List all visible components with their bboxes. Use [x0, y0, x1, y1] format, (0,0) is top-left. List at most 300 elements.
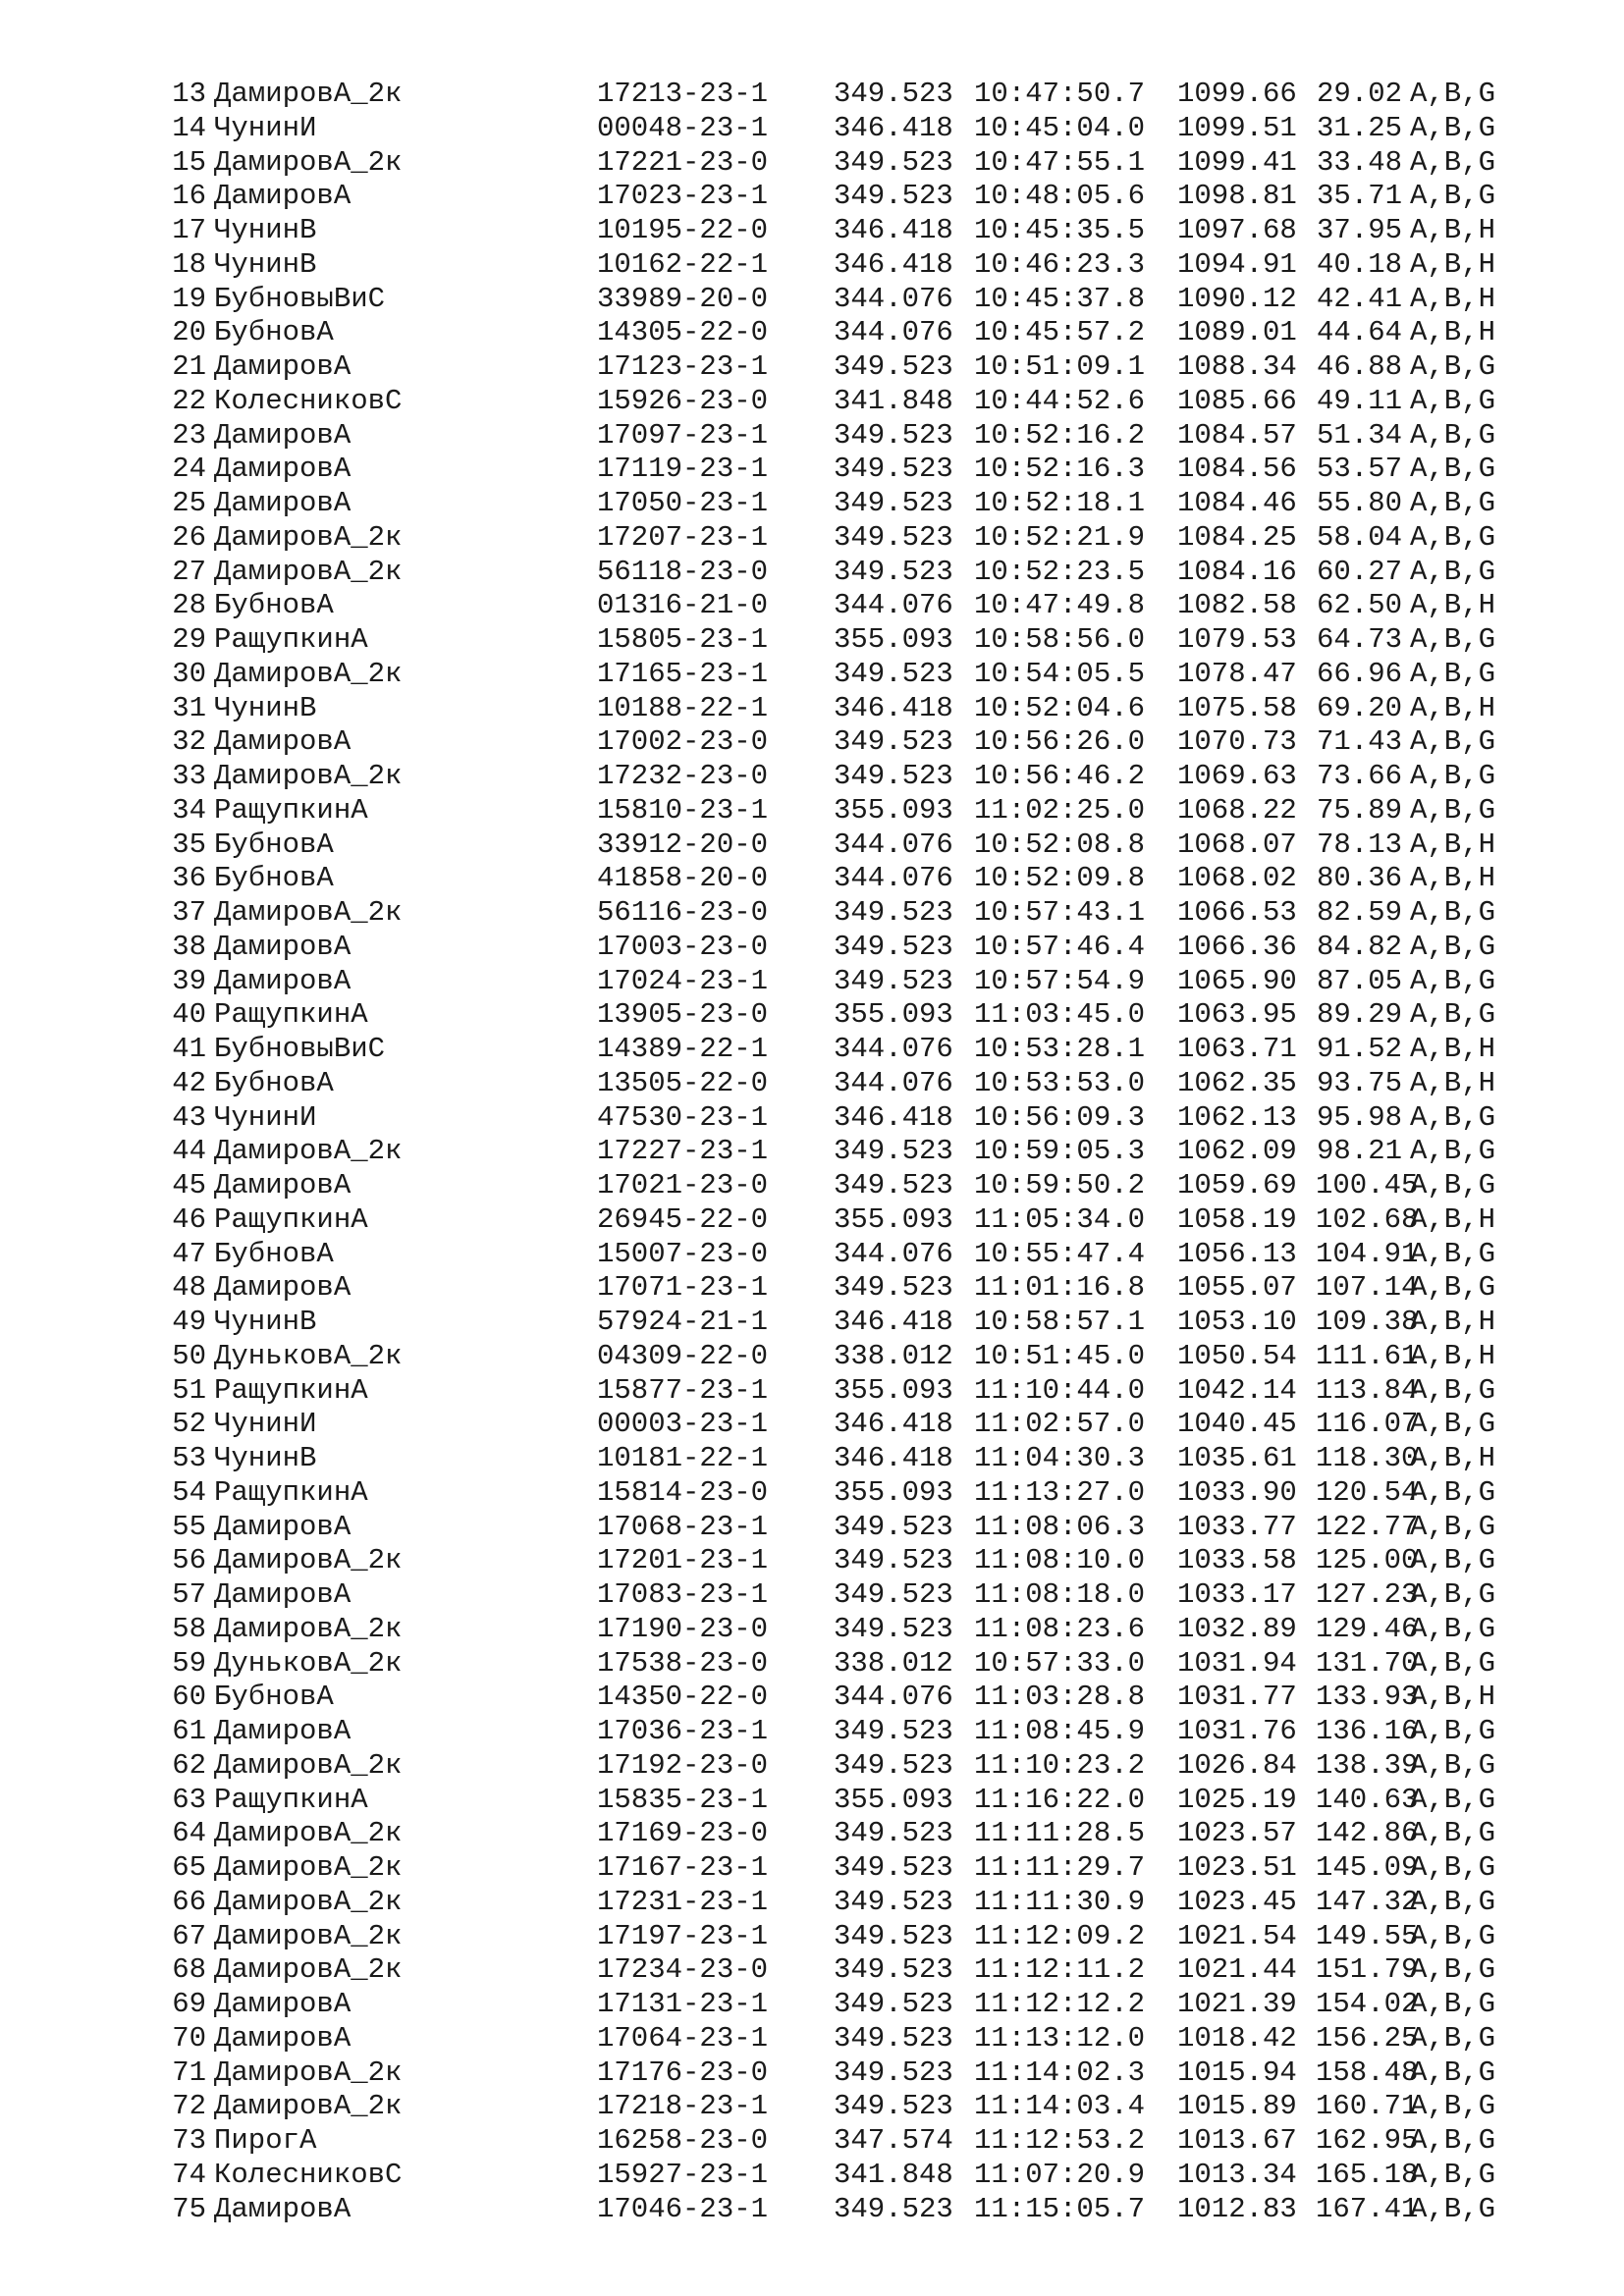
points-value: 145.09: [1316, 1851, 1419, 1884]
points-value: 91.52: [1316, 1033, 1402, 1065]
points-value: 140.63: [1316, 1783, 1419, 1816]
points-value: 167.41: [1316, 2192, 1419, 2225]
arrival-time: 11:08:18.0: [974, 1578, 1146, 1611]
ring-id: 17083-23-1: [597, 1578, 769, 1611]
row-number: 20: [172, 316, 206, 349]
distance-value: 349.523: [834, 657, 953, 690]
row-number: 22: [172, 384, 206, 417]
category-tags: A,B,G: [1410, 793, 1496, 827]
ring-id: 17221-23-0: [597, 145, 769, 179]
participant-name: БубновыВиС: [214, 1033, 386, 1065]
ring-id: 01316-21-0: [597, 589, 769, 622]
speed-value: 1084.56: [1177, 453, 1297, 486]
row-number: 21: [172, 350, 206, 383]
row-number: 64: [172, 1817, 206, 1850]
arrival-time: 10:53:28.1: [974, 1033, 1146, 1065]
arrival-time: 11:10:44.0: [974, 1373, 1146, 1407]
points-value: 160.71: [1316, 2090, 1419, 2123]
category-tags: A,B,G: [1410, 555, 1496, 588]
arrival-time: 11:07:20.9: [974, 2158, 1146, 2191]
row-number: 55: [172, 1510, 206, 1543]
speed-value: 1075.58: [1177, 691, 1297, 724]
participant-name: ЧунинИ: [214, 111, 317, 144]
speed-value: 1015.94: [1177, 2056, 1297, 2089]
speed-value: 1023.45: [1177, 1885, 1297, 1918]
ring-id: 17123-23-1: [597, 350, 769, 383]
distance-value: 349.523: [834, 2090, 953, 2123]
row-number: 62: [172, 1748, 206, 1782]
points-value: 31.25: [1316, 111, 1402, 144]
arrival-time: 10:54:05.5: [974, 657, 1146, 690]
speed-value: 1088.34: [1177, 350, 1297, 383]
participant-name: ДамировА_2к: [214, 1885, 403, 1918]
speed-value: 1090.12: [1177, 282, 1297, 315]
distance-value: 349.523: [834, 520, 953, 554]
speed-value: 1082.58: [1177, 589, 1297, 622]
distance-value: 341.848: [834, 384, 953, 417]
ring-id: 10181-22-1: [597, 1442, 769, 1474]
speed-value: 1099.66: [1177, 78, 1297, 110]
ring-id: 17538-23-0: [597, 1646, 769, 1680]
speed-value: 1098.81: [1177, 180, 1297, 213]
row-number: 27: [172, 555, 206, 588]
speed-value: 1032.89: [1177, 1612, 1297, 1645]
arrival-time: 10:45:37.8: [974, 282, 1146, 315]
row-number: 44: [172, 1135, 206, 1168]
distance-value: 346.418: [834, 111, 953, 144]
speed-value: 1059.69: [1177, 1169, 1297, 1201]
distance-value: 346.418: [834, 1100, 953, 1134]
ring-id: 17003-23-0: [597, 930, 769, 963]
distance-value: 355.093: [834, 793, 953, 827]
speed-value: 1031.77: [1177, 1681, 1297, 1714]
distance-value: 349.523: [834, 418, 953, 452]
speed-value: 1066.36: [1177, 930, 1297, 963]
row-number: 23: [172, 418, 206, 452]
arrival-time: 10:52:18.1: [974, 487, 1146, 519]
speed-value: 1070.73: [1177, 725, 1297, 759]
participant-name: ДамировА_2к: [214, 1135, 403, 1168]
arrival-time: 11:14:03.4: [974, 2090, 1146, 2123]
participant-name: ДамировА: [214, 930, 352, 963]
ring-id: 17024-23-1: [597, 964, 769, 997]
category-tags: A,B,G: [1410, 2056, 1496, 2089]
speed-value: 1015.89: [1177, 2090, 1297, 2123]
category-tags: A,B,G: [1410, 760, 1496, 792]
arrival-time: 11:14:02.3: [974, 2056, 1146, 2089]
arrival-time: 10:57:46.4: [974, 930, 1146, 963]
arrival-time: 10:45:04.0: [974, 111, 1146, 144]
ring-id: 15926-23-0: [597, 384, 769, 417]
points-value: 75.89: [1316, 793, 1402, 827]
row-number: 14: [172, 111, 206, 144]
row-number: 13: [172, 78, 206, 110]
row-number: 74: [172, 2158, 206, 2191]
ring-id: 17165-23-1: [597, 657, 769, 690]
distance-value: 344.076: [834, 589, 953, 622]
participant-name: ДамировА_2к: [214, 1817, 403, 1850]
speed-value: 1033.17: [1177, 1578, 1297, 1611]
category-tags: A,B,G: [1410, 1169, 1496, 1201]
participant-name: ПирогА: [214, 2124, 317, 2157]
points-value: 118.30: [1316, 1442, 1419, 1474]
category-tags: A,B,G: [1410, 1237, 1496, 1270]
points-value: 107.14: [1316, 1271, 1419, 1305]
speed-value: 1063.71: [1177, 1033, 1297, 1065]
participant-name: ДамировА_2к: [214, 520, 403, 554]
arrival-time: 11:08:06.3: [974, 1510, 1146, 1543]
points-value: 100.45: [1316, 1169, 1419, 1201]
category-tags: A,B,G: [1410, 418, 1496, 452]
points-value: 95.98: [1316, 1100, 1402, 1134]
participant-name: БубновА: [214, 589, 334, 622]
distance-value: 349.523: [834, 1885, 953, 1918]
speed-value: 1042.14: [1177, 1373, 1297, 1407]
distance-value: 349.523: [834, 180, 953, 213]
row-number: 52: [172, 1408, 206, 1441]
row-number: 28: [172, 589, 206, 622]
distance-value: 346.418: [834, 691, 953, 724]
category-tags: A,B,G: [1410, 657, 1496, 690]
category-tags: A,B,H: [1410, 1681, 1496, 1714]
points-value: 33.48: [1316, 145, 1402, 179]
category-tags: A,B,G: [1410, 1578, 1496, 1611]
ring-id: 13505-22-0: [597, 1066, 769, 1099]
speed-value: 1065.90: [1177, 964, 1297, 997]
ring-id: 17050-23-1: [597, 487, 769, 519]
participant-name: РащупкинА: [214, 998, 368, 1032]
participant-name: ДамировА_2к: [214, 145, 403, 179]
speed-value: 1021.54: [1177, 1919, 1297, 1952]
points-value: 73.66: [1316, 760, 1402, 792]
arrival-time: 10:52:09.8: [974, 862, 1146, 895]
arrival-time: 11:12:53.2: [974, 2124, 1146, 2157]
speed-value: 1023.57: [1177, 1817, 1297, 1850]
ring-id: 17119-23-1: [597, 453, 769, 486]
row-number: 29: [172, 623, 206, 656]
ring-id: 17190-23-0: [597, 1612, 769, 1645]
ring-id: 17002-23-0: [597, 725, 769, 759]
category-tags: A,B,G: [1410, 896, 1496, 929]
participant-name: ДамировА_2к: [214, 2090, 403, 2123]
ring-id: 17169-23-0: [597, 1817, 769, 1850]
distance-value: 349.523: [834, 1271, 953, 1305]
category-tags: A,B,G: [1410, 384, 1496, 417]
ring-id: 56116-23-0: [597, 896, 769, 929]
category-tags: A,B,H: [1410, 1202, 1496, 1236]
points-value: 82.59: [1316, 896, 1402, 929]
speed-value: 1013.67: [1177, 2124, 1297, 2157]
arrival-time: 10:56:09.3: [974, 1100, 1146, 1134]
arrival-time: 11:10:23.2: [974, 1748, 1146, 1782]
participant-name: БубновА: [214, 1066, 334, 1099]
ring-id: 17071-23-1: [597, 1271, 769, 1305]
participant-name: ДамировА_2к: [214, 760, 403, 792]
participant-name: ДамировА_2к: [214, 1953, 403, 1987]
points-value: 51.34: [1316, 418, 1402, 452]
category-tags: A,B,G: [1410, 1100, 1496, 1134]
category-tags: A,B,H: [1410, 1066, 1496, 1099]
participant-name: РащупкинА: [214, 1373, 368, 1407]
ring-id: 14305-22-0: [597, 316, 769, 349]
arrival-time: 10:51:09.1: [974, 350, 1146, 383]
points-value: 42.41: [1316, 282, 1402, 315]
ring-id: 15007-23-0: [597, 1237, 769, 1270]
category-tags: A,B,G: [1410, 1988, 1496, 2020]
ring-id: 13905-23-0: [597, 998, 769, 1032]
row-number: 30: [172, 657, 206, 690]
distance-value: 355.093: [834, 623, 953, 656]
speed-value: 1062.09: [1177, 1135, 1297, 1168]
participant-name: ДамировА: [214, 1271, 352, 1305]
ring-id: 15805-23-1: [597, 623, 769, 656]
arrival-time: 10:45:57.2: [974, 316, 1146, 349]
category-tags: A,B,G: [1410, 1510, 1496, 1543]
participant-name: ДамировА_2к: [214, 555, 403, 588]
points-value: 29.02: [1316, 78, 1402, 110]
points-value: 80.36: [1316, 862, 1402, 895]
ring-id: 41858-20-0: [597, 862, 769, 895]
points-value: 138.39: [1316, 1748, 1419, 1782]
points-value: 64.73: [1316, 623, 1402, 656]
speed-value: 1033.77: [1177, 1510, 1297, 1543]
participant-name: РащупкинА: [214, 793, 368, 827]
points-value: 55.80: [1316, 487, 1402, 519]
category-tags: A,B,H: [1410, 1442, 1496, 1474]
ring-id: 10195-22-0: [597, 214, 769, 246]
participant-name: БубновА: [214, 1237, 334, 1270]
category-tags: A,B,G: [1410, 1271, 1496, 1305]
row-number: 34: [172, 793, 206, 827]
speed-value: 1084.46: [1177, 487, 1297, 519]
participant-name: ДамировА: [214, 1988, 352, 2020]
category-tags: A,B,G: [1410, 1612, 1496, 1645]
ring-id: 04309-22-0: [597, 1339, 769, 1372]
distance-value: 349.523: [834, 1578, 953, 1611]
speed-value: 1025.19: [1177, 1783, 1297, 1816]
arrival-time: 10:52:23.5: [974, 555, 1146, 588]
distance-value: 349.523: [834, 1135, 953, 1168]
ring-id: 14389-22-1: [597, 1033, 769, 1065]
points-value: 113.84: [1316, 1373, 1419, 1407]
participant-name: ДамировА: [214, 2192, 352, 2225]
distance-value: 355.093: [834, 1202, 953, 1236]
row-number: 46: [172, 1202, 206, 1236]
participant-name: ЧунинИ: [214, 1408, 317, 1441]
speed-value: 1012.83: [1177, 2192, 1297, 2225]
category-tags: A,B,H: [1410, 214, 1496, 246]
distance-value: 349.523: [834, 1748, 953, 1782]
arrival-time: 11:15:05.7: [974, 2192, 1146, 2225]
participant-name: ДамировА: [214, 350, 352, 383]
category-tags: A,B,G: [1410, 1373, 1496, 1407]
category-tags: A,B,G: [1410, 1953, 1496, 1987]
distance-value: 349.523: [834, 930, 953, 963]
category-tags: A,B,G: [1410, 1408, 1496, 1441]
points-value: 120.54: [1316, 1475, 1419, 1509]
ring-id: 17036-23-1: [597, 1715, 769, 1747]
row-number: 37: [172, 896, 206, 929]
category-tags: A,B,G: [1410, 180, 1496, 213]
points-value: 49.11: [1316, 384, 1402, 417]
ring-id: 10162-22-1: [597, 247, 769, 281]
arrival-time: 10:48:05.6: [974, 180, 1146, 213]
participant-name: ДамировА_2к: [214, 1919, 403, 1952]
ring-id: 15810-23-1: [597, 793, 769, 827]
participant-name: ДамировА_2к: [214, 1612, 403, 1645]
points-value: 158.48: [1316, 2056, 1419, 2089]
row-number: 19: [172, 282, 206, 315]
arrival-time: 10:56:26.0: [974, 725, 1146, 759]
arrival-time: 11:11:28.5: [974, 1817, 1146, 1850]
distance-value: 346.418: [834, 1442, 953, 1474]
distance-value: 344.076: [834, 282, 953, 315]
row-number: 43: [172, 1100, 206, 1134]
arrival-time: 10:52:04.6: [974, 691, 1146, 724]
points-value: 125.00: [1316, 1544, 1419, 1577]
row-number: 42: [172, 1066, 206, 1099]
participant-name: ДамировА: [214, 725, 352, 759]
row-number: 39: [172, 964, 206, 997]
category-tags: A,B,H: [1410, 247, 1496, 281]
arrival-time: 11:08:10.0: [974, 1544, 1146, 1577]
speed-value: 1040.45: [1177, 1408, 1297, 1441]
speed-value: 1084.57: [1177, 418, 1297, 452]
points-value: 98.21: [1316, 1135, 1402, 1168]
participant-name: РащупкинА: [214, 1783, 368, 1816]
category-tags: A,B,G: [1410, 1783, 1496, 1816]
row-number: 60: [172, 1681, 206, 1714]
ring-id: 17167-23-1: [597, 1851, 769, 1884]
ring-id: 15814-23-0: [597, 1475, 769, 1509]
points-value: 69.20: [1316, 691, 1402, 724]
points-value: 131.70: [1316, 1646, 1419, 1680]
speed-value: 1099.51: [1177, 111, 1297, 144]
distance-value: 346.418: [834, 214, 953, 246]
arrival-time: 11:12:11.2: [974, 1953, 1146, 1987]
ring-id: 15927-23-1: [597, 2158, 769, 2191]
distance-value: 344.076: [834, 1237, 953, 1270]
points-value: 162.95: [1316, 2124, 1419, 2157]
ring-id: 14350-22-0: [597, 1681, 769, 1714]
category-tags: A,B,G: [1410, 1544, 1496, 1577]
participant-name: РащупкинА: [214, 1202, 368, 1236]
arrival-time: 10:46:23.3: [974, 247, 1146, 281]
row-number: 26: [172, 520, 206, 554]
ring-id: 15877-23-1: [597, 1373, 769, 1407]
participant-name: ДамировА_2к: [214, 657, 403, 690]
distance-value: 349.523: [834, 760, 953, 792]
row-number: 17: [172, 214, 206, 246]
participant-name: ДамировА: [214, 180, 352, 213]
category-tags: A,B,G: [1410, 487, 1496, 519]
speed-value: 1094.91: [1177, 247, 1297, 281]
points-value: 154.02: [1316, 1988, 1419, 2020]
points-value: 147.32: [1316, 1885, 1419, 1918]
arrival-time: 10:47:50.7: [974, 78, 1146, 110]
distance-value: 349.523: [834, 725, 953, 759]
participant-name: ДамировА: [214, 418, 352, 452]
row-number: 51: [172, 1373, 206, 1407]
participant-name: ДамировА_2к: [214, 896, 403, 929]
ring-id: 17213-23-1: [597, 78, 769, 110]
category-tags: A,B,G: [1410, 1715, 1496, 1747]
speed-value: 1055.07: [1177, 1271, 1297, 1305]
ring-id: 17176-23-0: [597, 2056, 769, 2089]
row-number: 33: [172, 760, 206, 792]
category-tags: A,B,G: [1410, 930, 1496, 963]
participant-name: БубновА: [214, 316, 334, 349]
speed-value: 1097.68: [1177, 214, 1297, 246]
speed-value: 1066.53: [1177, 896, 1297, 929]
row-number: 49: [172, 1306, 206, 1338]
participant-name: ЧунинВ: [214, 214, 317, 246]
speed-value: 1062.13: [1177, 1100, 1297, 1134]
arrival-time: 10:52:21.9: [974, 520, 1146, 554]
arrival-time: 10:57:54.9: [974, 964, 1146, 997]
arrival-time: 11:01:16.8: [974, 1271, 1146, 1305]
category-tags: A,B,G: [1410, 2021, 1496, 2055]
points-value: 111.61: [1316, 1339, 1419, 1372]
row-number: 54: [172, 1475, 206, 1509]
participant-name: КолесниковС: [214, 2158, 403, 2191]
ring-id: 47530-23-1: [597, 1100, 769, 1134]
arrival-time: 11:13:12.0: [974, 2021, 1146, 2055]
category-tags: A,B,H: [1410, 316, 1496, 349]
ring-id: 57924-21-1: [597, 1306, 769, 1338]
row-number: 61: [172, 1715, 206, 1747]
category-tags: A,B,G: [1410, 145, 1496, 179]
distance-value: 338.012: [834, 1646, 953, 1680]
participant-name: ДамировА: [214, 487, 352, 519]
distance-value: 349.523: [834, 2021, 953, 2055]
participant-name: КолесниковС: [214, 384, 403, 417]
points-value: 62.50: [1316, 589, 1402, 622]
participant-name: ДамировА_2к: [214, 1544, 403, 1577]
points-value: 58.04: [1316, 520, 1402, 554]
ring-id: 17023-23-1: [597, 180, 769, 213]
arrival-time: 10:52:16.2: [974, 418, 1146, 452]
arrival-time: 10:56:46.2: [974, 760, 1146, 792]
participant-name: ДуньковА_2к: [214, 1339, 403, 1372]
arrival-time: 10:47:55.1: [974, 145, 1146, 179]
row-number: 50: [172, 1339, 206, 1372]
category-tags: A,B,G: [1410, 998, 1496, 1032]
category-tags: A,B,G: [1410, 1817, 1496, 1850]
row-number: 32: [172, 725, 206, 759]
ring-id: 00048-23-1: [597, 111, 769, 144]
category-tags: A,B,G: [1410, 2124, 1496, 2157]
ring-id: 17232-23-0: [597, 760, 769, 792]
arrival-time: 11:05:34.0: [974, 1202, 1146, 1236]
distance-value: 341.848: [834, 2158, 953, 2191]
category-tags: A,B,G: [1410, 350, 1496, 383]
points-value: 46.88: [1316, 350, 1402, 383]
ring-id: 17021-23-0: [597, 1169, 769, 1201]
distance-value: 344.076: [834, 1681, 953, 1714]
points-value: 71.43: [1316, 725, 1402, 759]
participant-name: ДамировА_2к: [214, 2056, 403, 2089]
ring-id: 17197-23-1: [597, 1919, 769, 1952]
participant-name: ДамировА: [214, 964, 352, 997]
ring-id: 17227-23-1: [597, 1135, 769, 1168]
ring-id: 16258-23-0: [597, 2124, 769, 2157]
arrival-time: 11:16:22.0: [974, 1783, 1146, 1816]
speed-value: 1084.25: [1177, 520, 1297, 554]
participant-name: ДамировА_2к: [214, 78, 403, 110]
arrival-time: 10:55:47.4: [974, 1237, 1146, 1270]
category-tags: A,B,G: [1410, 1885, 1496, 1918]
